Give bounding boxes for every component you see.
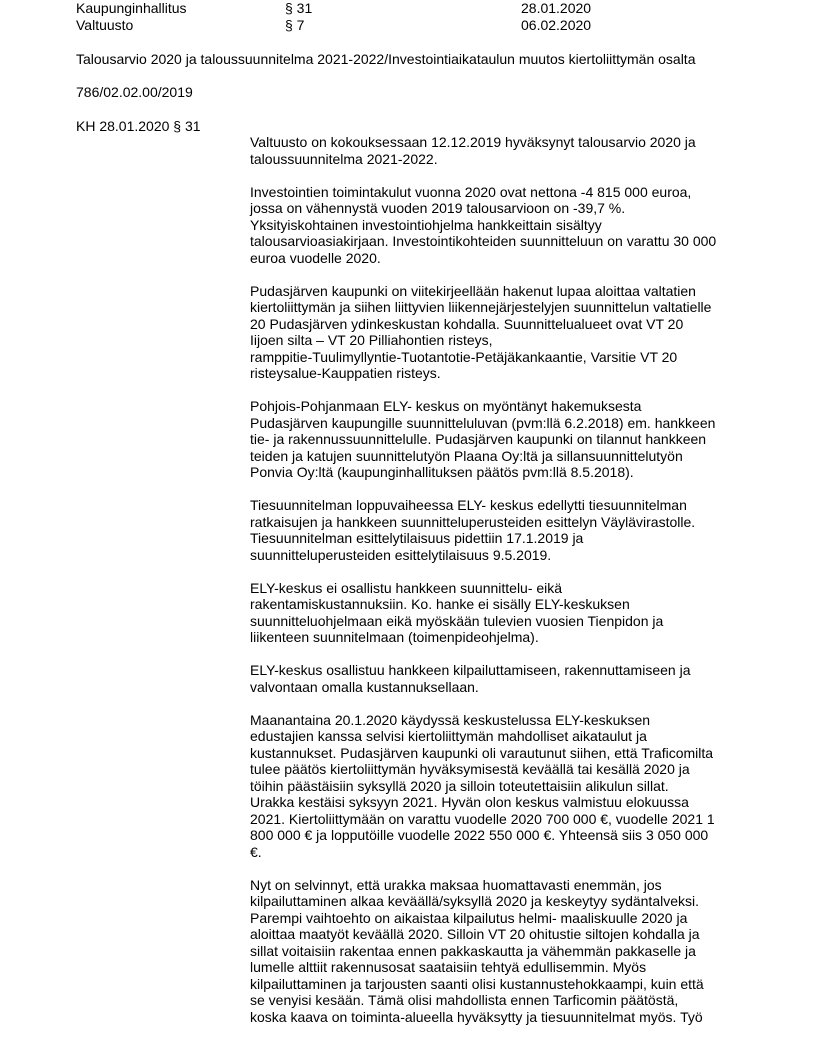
paragraph: ELY-keskus ei osallistu hankkeen suunnittelu- eikä rakentamiskustannuksiin. Ko. hanke ei sisälly ELY-keskuksen suunnitteluohjelmaan eikä myöskään tulevien vuosien Tienpidon ja liikenteen suunnitelmaan (toimenpideohjelma). <box>250 579 664 645</box>
meeting-reference: KH 28.01.2020 § 31 <box>76 118 201 134</box>
paragraph: Pudasjärven kaupunki on viitekirjeellään hakenut lupaa aloittaa valtatien kiertoliittymän ja siihen liittyvien liikennejärjestelyjen suunnittelun valtatielle 20 Pudasjärven ydinkeskustan kohdalla. Suunnittelualueet ovat VT 20 Iijoen silta – VT 20 Pilliahontien risteys, ramppitie-Tuulimyllyntie-Tuotantotie-Petäjäkankaantie, Varsitie VT 20 risteysalue-Kauppatien risteys. <box>250 282 712 381</box>
header-section: § 7 <box>285 17 305 33</box>
paragraph: Nyt on selvinnyt, että urakka maksaa huomattavasti enemmän, jos kilpailuttaminen alkaa keväällä/syksyllä 2020 ja keskeytyy sydäntalveksi. Parempi vaihtoehto on aikaistaa kilpailutus helmi- maaliskuulle 2020 ja aloittaa maatyöt keväällä 2020. Silloin VT 20 ohitustie siltojen kohdalla ja sillat voitaisiin rakentaa ennen pakkaskautta ja vähemmän pakkaselle ja lumelle alttiit rakennusosat saataisiin tehtyä edullisemmin. Myös kilpailuttaminen ja tarjousten saanti olisi kustannustehokkaampi, kuin että se venyisi kesään. Tämä olisi mahdollista ennen Tarficomin päätöstä, koska kaava on toiminta-alueella hyväksytty ja tiesuunnitelmat myös. Työ <box>250 876 704 1025</box>
reference-number: 786/02.02.00/2019 <box>76 84 193 100</box>
paragraph: ELY-keskus osallistuu hankkeen kilpailuttamiseen, rakennuttamiseen ja valvontaan omalla kustannuksellaan. <box>250 662 691 695</box>
header-section: § 31 <box>285 0 313 16</box>
paragraph: Maanantaina 20.1.2020 käydyssä keskustelussa ELY-keskuksen edustajien kanssa selvisi kiertoliittymän mahdolliset aikataulut ja kustannukset. Pudasjärven kaupunki oli varautunut siihen, että Traficomilta tulee päätös kiertoliittymän hyväksymisestä keväällä tai kesällä 2020 ja töihin päästäisiin syksyllä 2020 ja silloin toteutettaisiin alikulun sillat. Urakka kestäisi syksyyn 2021. Hyvän olon keskus valmistuu elokuussa 2021. Kiertoliittymään on varattu vuodelle 2020 700 000 €, vuodelle 2021 1 800 000 € ja lopputöille vuodelle 2022 550 000 €. Yhteensä siis 3 050 000 €. <box>250 711 715 860</box>
paragraph: Investointien toimintakulut vuonna 2020 ovat nettona -4 815 000 euroa, jossa on vähennystä vuoden 2019 talousarvioon on -39,7 %. Yksityiskohtainen investointiohjelma hankkeittain sisältyy talousarvioasiakirjaan. Investointikohteiden suunnitteluun on varattu 30 000 euroa vuodelle 2020. <box>250 183 717 266</box>
paragraph: Tiesuunnitelman loppuvaiheessa ELY- keskus edellytti tiesuunnitelman ratkaisujen ja hankkeen suunnitteluperusteiden esittelyn Väylävirastolle. Tiesuunnitelman esittelytilaisuus pidettiin 17.1.2019 ja suunnitteluperusteiden esittelytilaisuus 9.5.2019. <box>250 497 696 563</box>
paragraph: Valtuusto on kokouksessaan 12.12.2019 hyväksynyt talousarvio 2020 ja taloussuunnitelma 2021-2022. <box>250 134 696 167</box>
header-date: 06.02.2020 <box>521 17 592 33</box>
paragraph: Pohjois-Pohjanmaan ELY- keskus on myöntänyt hakemuksesta Pudasjärven kaupungille suunnitteluluvan (pvm:llä 6.2.2018) em. hankkeen tie- ja rakennussuunnittelulle. Pudasjärven kaupunki on tilannut hankkeen teiden ja katujen suunnittelutyön Plaana Oy:ltä ja sillansuunnittelutyön Ponvia Oy:ltä (kaupunginhallituksen päätös pvm:llä 8.5.2018). <box>250 398 716 480</box>
header-body: Kaupunginhallitus <box>76 0 187 16</box>
document-title: Talousarvio 2020 ja taloussuunnitelma 2021-2022/Investointiaikataulun muutos kiertoliittymän osalta <box>76 51 696 67</box>
header-body: Valtuusto <box>76 17 134 33</box>
document-body <box>250 134 750 1042</box>
header-date: 28.01.2020 <box>521 0 592 16</box>
